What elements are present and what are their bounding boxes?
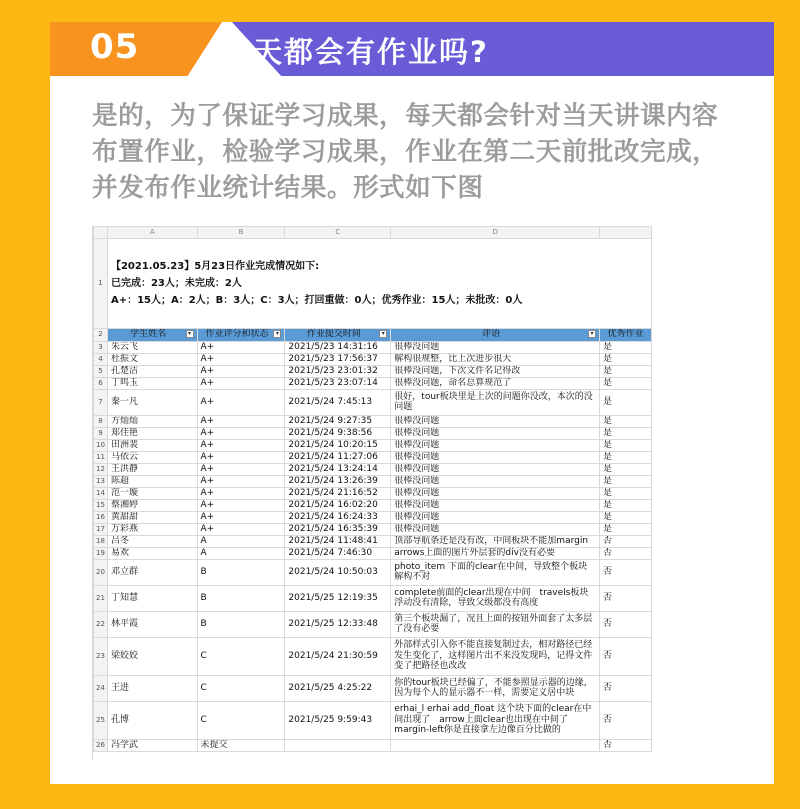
summary-line-3: A+：15人；A：2人；B：3人；C：3人；打回重做：0人；优秀作业：15人；未批改：0人	[110, 294, 523, 306]
summary-cell	[107, 238, 651, 328]
cell-comment: 很棒没问题，下次文件名记得改	[391, 365, 600, 377]
row-number: 15	[94, 499, 108, 511]
cell-name: 王进	[107, 675, 197, 701]
cell-excellent: 是	[600, 499, 652, 511]
column-letter-row	[94, 227, 652, 239]
cell-name: 郑佳艳	[107, 427, 197, 439]
cell-grade: C	[197, 637, 285, 675]
header-grade: 作业评分和状态 ▾	[197, 328, 285, 341]
col-letter-e	[600, 227, 652, 239]
cell-excellent: 是	[600, 365, 652, 377]
table-row	[94, 523, 652, 535]
cell-comment	[391, 739, 600, 751]
cell-excellent: 是	[600, 427, 652, 439]
filter-dropdown-icon[interactable]: ▾	[588, 330, 596, 338]
cell-excellent: 否	[600, 535, 652, 547]
cell-name: 陈超	[107, 475, 197, 487]
row-number: 10	[94, 439, 108, 451]
cell-name: 范一璇	[107, 487, 197, 499]
table-row	[94, 353, 652, 365]
cell-comment: 很棒没问题	[391, 427, 600, 439]
filter-dropdown-icon[interactable]: ▾	[186, 330, 194, 338]
cell-excellent: 是	[600, 463, 652, 475]
cell-excellent: 否	[600, 547, 652, 559]
cell-name: 万彩燕	[107, 523, 197, 535]
filter-dropdown-icon[interactable]: ▾	[379, 330, 387, 338]
row-number: 26	[94, 739, 108, 751]
cell-comment: 很棒没问题，命名总算规范了	[391, 377, 600, 389]
cell-excellent: 否	[600, 675, 652, 701]
cell-time: 2021/5/24 11:48:41	[285, 535, 391, 547]
header-excellent: 优秀作业	[600, 328, 652, 341]
cell-time: 2021/5/24 16:24:33	[285, 511, 391, 523]
cell-grade: A+	[197, 365, 285, 377]
cell-grade: B	[197, 585, 285, 611]
cell-name: 邓立群	[107, 559, 197, 585]
cell-excellent: 否	[600, 701, 652, 739]
cell-time: 2021/5/24 16:35:39	[285, 523, 391, 535]
row-number: 25	[94, 701, 108, 739]
cell-comment: complete前面的clear出现在中间 travels板块浮动没有清除，导致父级都没有高度	[391, 585, 600, 611]
cell-grade: A+	[197, 523, 285, 535]
table-row	[94, 389, 652, 415]
cell-name: 蔡湘婷	[107, 499, 197, 511]
section-header	[50, 22, 774, 76]
cell-grade: A+	[197, 451, 285, 463]
cell-grade: A	[197, 535, 285, 547]
cell-grade: A+	[197, 341, 285, 353]
cell-comment: 很棒没问题	[391, 523, 600, 535]
cell-excellent: 是	[600, 523, 652, 535]
cell-time	[285, 739, 391, 751]
row-number: 6	[94, 377, 108, 389]
section-title: 每天都会有作业吗?	[222, 35, 489, 69]
cell-time: 2021/5/24 7:45:13	[285, 389, 391, 415]
row-number: 19	[94, 547, 108, 559]
cell-comment: 很棒没问题	[391, 341, 600, 353]
cell-time: 2021/5/24 21:30:59	[285, 637, 391, 675]
cell-comment: 很棒没问题	[391, 499, 600, 511]
cell-time: 2021/5/23 23:07:14	[285, 377, 391, 389]
cell-name: 黄甜甜	[107, 511, 197, 523]
cell-name: 丁知慧	[107, 585, 197, 611]
cell-name: 马依云	[107, 451, 197, 463]
table-row	[94, 475, 652, 487]
row-number: 8	[94, 415, 108, 427]
cell-name: 孔博	[107, 701, 197, 739]
cell-comment: 解构很规整，比上次进步很大	[391, 353, 600, 365]
row-number: 23	[94, 637, 108, 675]
table-row	[94, 611, 652, 637]
cell-time: 2021/5/25 12:33:48	[285, 611, 391, 637]
table-row	[94, 463, 652, 475]
table-row	[94, 377, 652, 389]
table-row	[94, 415, 652, 427]
cell-excellent: 是	[600, 487, 652, 499]
col-letter-a: A	[107, 227, 197, 239]
cell-name: 方灿灿	[107, 415, 197, 427]
table-row	[94, 535, 652, 547]
cell-grade: A+	[197, 389, 285, 415]
cell-time: 2021/5/23 23:01:32	[285, 365, 391, 377]
cell-comment: 很棒没问题	[391, 475, 600, 487]
cell-name: 丁鸣玉	[107, 377, 197, 389]
cell-grade: A+	[197, 487, 285, 499]
cell-time: 2021/5/24 7:46:30	[285, 547, 391, 559]
row-number: 13	[94, 475, 108, 487]
cell-comment: 很棒没问题	[391, 451, 600, 463]
cell-grade: A+	[197, 415, 285, 427]
section-number: 05	[90, 27, 140, 67]
table-row	[94, 451, 652, 463]
cell-excellent: 是	[600, 341, 652, 353]
cell-comment: erhai_l erhai add_float 这个块下面的clear在中间出现了 arrow上面clear也出现在中间了 margin-left你是直接拿左边像百分比做的	[391, 701, 600, 739]
cell-comment: 第三个板块漏了，况且上面的按钮外面套了太多层了没有必要	[391, 611, 600, 637]
table-row	[94, 427, 652, 439]
cell-grade: A+	[197, 499, 285, 511]
filter-dropdown-icon[interactable]: ▾	[273, 330, 281, 338]
cell-excellent: 否	[600, 559, 652, 585]
cell-time: 2021/5/24 11:27:06	[285, 451, 391, 463]
cell-time: 2021/5/24 9:38:56	[285, 427, 391, 439]
row-number: 16	[94, 511, 108, 523]
cell-excellent: 是	[600, 451, 652, 463]
cell-time: 2021/5/25 12:19:35	[285, 585, 391, 611]
row-number: 17	[94, 523, 108, 535]
table-row	[94, 341, 652, 353]
cell-excellent: 是	[600, 511, 652, 523]
summary-line-1: 【2021.05.23】5月23日作业完成情况如下:	[110, 260, 320, 272]
table-row	[94, 675, 652, 701]
cell-grade: B	[197, 559, 285, 585]
row-number: 18	[94, 535, 108, 547]
cell-grade: A+	[197, 353, 285, 365]
row-number: 22	[94, 611, 108, 637]
cell-name: 孔楚洁	[107, 365, 197, 377]
cell-time: 2021/5/25 4:25:22	[285, 675, 391, 701]
summary-row: 1 【2021.05.23】5月23日作业完成情况如下: 已完成：23人；未完成：2人 A+：15人；A：2人；B：3人；C：3人；打回重做：0人；优秀作业：15人；未批改：0人	[94, 238, 652, 328]
table-row	[94, 559, 652, 585]
cell-grade: A+	[197, 427, 285, 439]
cell-grade: A+	[197, 463, 285, 475]
cell-time: 2021/5/24 21:16:52	[285, 487, 391, 499]
cell-name: 林平霞	[107, 611, 197, 637]
header-comment: 评语 ▾	[391, 328, 600, 341]
row-number: 21	[94, 585, 108, 611]
cell-time: 2021/5/24 10:50:03	[285, 559, 391, 585]
cell-excellent: 是	[600, 389, 652, 415]
cell-comment: 顶部导航条还是没有改，中间板块不能加margin	[391, 535, 600, 547]
cell-grade: A+	[197, 439, 285, 451]
row-number: 7	[94, 389, 108, 415]
cell-time: 2021/5/25 9:59:43	[285, 701, 391, 739]
cell-excellent: 否	[600, 739, 652, 751]
cell-time: 2021/5/24 10:20:15	[285, 439, 391, 451]
row-number: 9	[94, 427, 108, 439]
cell-grade: A+	[197, 511, 285, 523]
cell-excellent: 否	[600, 585, 652, 611]
header-name: 学生姓名 ▾	[107, 328, 197, 341]
table-row	[94, 499, 652, 511]
cell-name: 易欢	[107, 547, 197, 559]
cell-name: 田洲裴	[107, 439, 197, 451]
summary-line-2: 已完成：23人；未完成：2人	[110, 277, 242, 289]
col-letter-b: B	[197, 227, 285, 239]
table-row	[94, 365, 652, 377]
cell-time: 2021/5/23 17:56:37	[285, 353, 391, 365]
cell-name: 秦一凡	[107, 389, 197, 415]
cell-grade: C	[197, 675, 285, 701]
row-number: 3	[94, 341, 108, 353]
cell-grade: A	[197, 547, 285, 559]
table-row	[94, 585, 652, 611]
row-number: 5	[94, 365, 108, 377]
cell-comment: 很棒没问题	[391, 463, 600, 475]
cell-grade: B	[197, 611, 285, 637]
table-row	[94, 637, 652, 675]
cell-name: 冯学武	[107, 739, 197, 751]
spreadsheet-screenshot	[92, 226, 652, 760]
table-row	[94, 487, 652, 499]
row-number: 14	[94, 487, 108, 499]
cell-excellent: 否	[600, 637, 652, 675]
cell-comment: photo_item 下面的clear在中间，导致整个板块解构不对	[391, 559, 600, 585]
row-number: 24	[94, 675, 108, 701]
cell-excellent: 否	[600, 611, 652, 637]
cell-comment: 很棒没问题	[391, 415, 600, 427]
cell-grade: A+	[197, 475, 285, 487]
cell-grade: A+	[197, 377, 285, 389]
row-number: 4	[94, 353, 108, 365]
col-letter-d: D	[391, 227, 600, 239]
cell-grade: C	[197, 701, 285, 739]
table-row	[94, 739, 652, 751]
cell-time: 2021/5/24 13:24:14	[285, 463, 391, 475]
row-number: 11	[94, 451, 108, 463]
homework-table	[93, 226, 652, 752]
row-number: 12	[94, 463, 108, 475]
cell-name: 梁姣姣	[107, 637, 197, 675]
content-panel	[50, 22, 774, 784]
table-row	[94, 701, 652, 739]
cell-time: 2021/5/24 13:26:39	[285, 475, 391, 487]
cell-excellent: 是	[600, 353, 652, 365]
cell-name: 吕冬	[107, 535, 197, 547]
cell-comment: 外部样式引入你不能直接复制过去，相对路径已经发生变化了，这样图片出不来没发现吗，记得文件变了把路径也改改	[391, 637, 600, 675]
description-text: 是的，为了保证学习成果，每天都会针对当天讲课内容布置作业，检验学习成果，作业在第二天前批改完成，并发布作业统计结果。形式如下图	[92, 101, 719, 203]
cell-time: 2021/5/23 14:31:16	[285, 341, 391, 353]
table-row	[94, 511, 652, 523]
cell-time: 2021/5/24 16:02:20	[285, 499, 391, 511]
cell-comment: 很棒没问题	[391, 439, 600, 451]
cell-comment: arrows上面的图片外层套的div没有必要	[391, 547, 600, 559]
cell-comment: 很好，tour板块里是上次的问题你没改，本次的没问题	[391, 389, 600, 415]
cell-grade: 未提交	[197, 739, 285, 751]
cell-excellent: 是	[600, 475, 652, 487]
table-header-row: 2 学生姓名 ▾ 作业评分和状态 ▾ 作业提交时间 ▾ 评语 ▾ 优秀作业	[94, 328, 652, 341]
cell-excellent: 是	[600, 439, 652, 451]
cell-comment: 很棒没问题	[391, 511, 600, 523]
table-row	[94, 439, 652, 451]
header-time: 作业提交时间 ▾	[285, 328, 391, 341]
cell-name: 杜振文	[107, 353, 197, 365]
cell-comment: 你的tour板块已经偏了，不能参照显示器的边缘，因为每个人的显示器不一样，需要定义居中块	[391, 675, 600, 701]
cell-time: 2021/5/24 9:27:35	[285, 415, 391, 427]
cell-comment: 很棒没问题	[391, 487, 600, 499]
cell-name: 朱云飞	[107, 341, 197, 353]
cell-name: 王洪静	[107, 463, 197, 475]
cell-excellent: 是	[600, 377, 652, 389]
table-row	[94, 547, 652, 559]
cell-excellent: 是	[600, 415, 652, 427]
row-number: 20	[94, 559, 108, 585]
col-letter-c: C	[285, 227, 391, 239]
